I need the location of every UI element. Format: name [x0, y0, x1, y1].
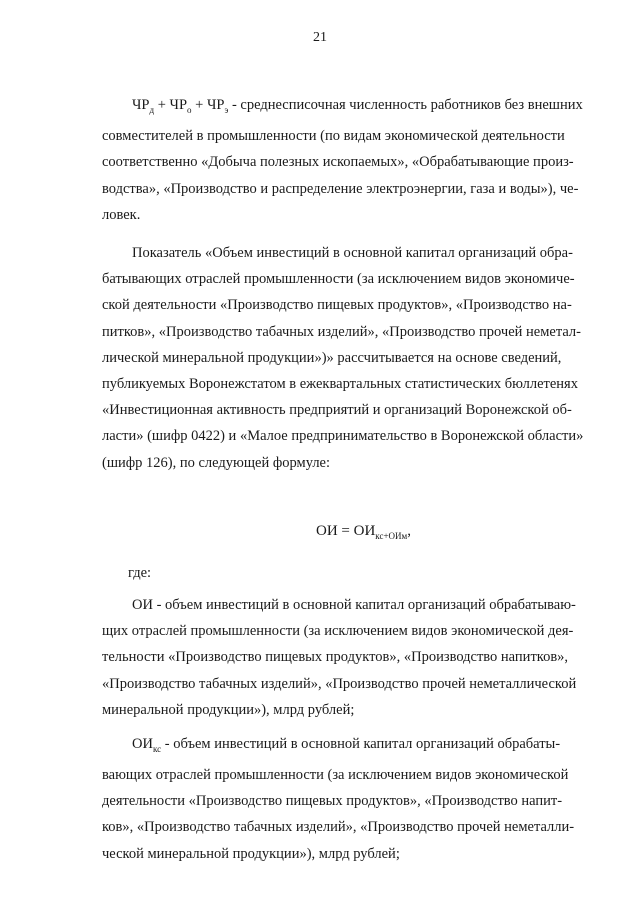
formula-lhs: ОИ = ОИ [316, 522, 376, 539]
text-line: ской деятельности «Производство пищевых продуктов», «Производство на- [102, 297, 572, 314]
formula-subscript: кс+ОИм [375, 530, 408, 541]
formula-block [102, 510, 602, 550]
definition-text: - среднесписочная численность работников без внешних [231, 97, 583, 113]
text-line: ческой минеральной продукции»), млрд рублей; [102, 845, 400, 862]
definition-line [102, 731, 602, 762]
term-oi: ОИ [132, 735, 153, 752]
formula [316, 518, 411, 549]
definition-text: - объем инвестиций в основной капитал организаций обрабаты- [164, 735, 561, 752]
sub-o: о [187, 104, 192, 115]
text-line: лической минеральной продукции»)» рассчитывается на основе сведений, [102, 349, 562, 366]
term-chr: + ЧР [195, 97, 225, 113]
text-line: (шифр 126), по следующей формуле: [102, 454, 331, 471]
sub-ks: кс [152, 743, 162, 754]
sub-e: э [224, 104, 229, 115]
text-line: деятельности «Производство пищевых продуктов», «Производство напит- [102, 793, 563, 810]
text-line: водства», «Производство и распределение электроэнергии, газа и воды»), че- [102, 180, 579, 197]
text-line: Показатель «Объем инвестиций в основной капитал организаций обра- [132, 244, 573, 261]
text-line: батывающих отраслей промышленности (за исключением видов экономиче- [102, 271, 575, 288]
text-line: совместителей в промышленности (по видам экономической деятельности [102, 128, 565, 145]
text-line: вающих отраслей промышленности (за исключением видов экономической [102, 767, 569, 784]
text-line: ласти» (шифр 0422) и «Малое предпринимательство в Воронежской области» [102, 428, 584, 445]
text-line: ловек. [102, 206, 141, 223]
text-line: тельности «Производство пищевых продуктов», «Производство напитков», [102, 649, 569, 666]
text-line: ков», «Производство табачных изделий», «Производство прочей неметалли- [102, 819, 575, 836]
where-label: где: [128, 564, 152, 581]
text-line: щих отраслей промышленности (за исключением видов экономической дея- [102, 623, 574, 640]
formula-tail: , [407, 522, 411, 539]
term-chr: + ЧР [157, 97, 188, 113]
formula-line [132, 92, 602, 123]
term-chr: ЧР [132, 97, 150, 113]
text-line: «Инвестиционная активность предприятий и организаций Воронежской об- [102, 402, 572, 419]
text-line: питков», «Производство табачных изделий», «Производство прочей неметал- [102, 323, 581, 340]
document-body [102, 92, 602, 867]
text-line: соответственно «Добыча полезных ископаемых», «Обрабатывающие произ- [102, 154, 574, 171]
sub-d: д [149, 104, 155, 115]
paragraph-worker-count [102, 92, 602, 123]
page-number: 21 [313, 30, 327, 45]
text-line: «Производство табачных изделий», «Производство прочей неметаллической [102, 675, 577, 692]
text-line: публикуемых Воронежстатом в ежеквартальных статистических бюллетенях [102, 375, 578, 392]
text-line: минеральной продукции»), млрд рублей; [102, 701, 355, 718]
text-line: ОИ - объем инвестиций в основной капитал организаций обрабатываю- [132, 596, 576, 613]
